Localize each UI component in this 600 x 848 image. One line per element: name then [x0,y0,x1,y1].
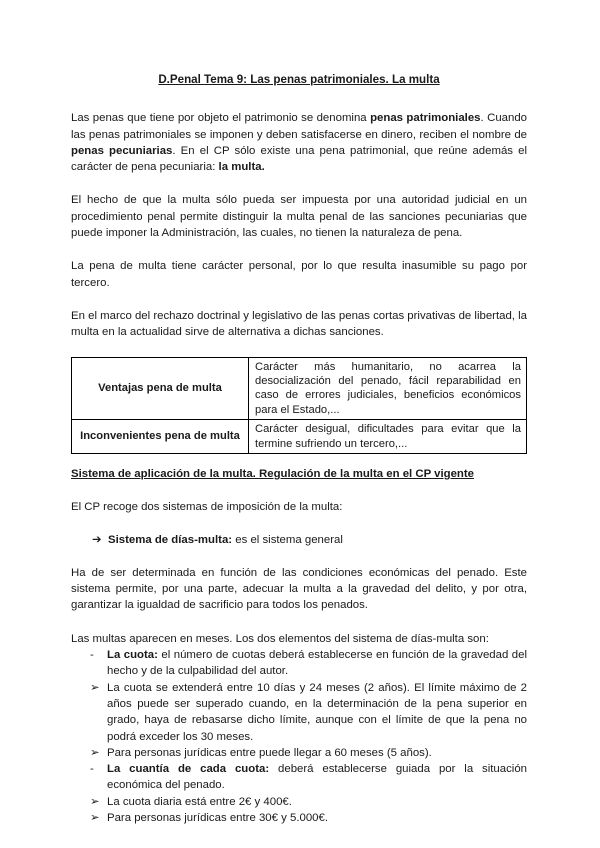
arrow-icon: ➔ [92,533,102,546]
cuantia-sub-text: La cuota diaria está entre 2€ y 400€. [107,795,292,808]
arrow-list-item [71,532,527,548]
list-item [71,745,527,761]
paragraph-determinacion: Ha de ser determinada en función de las condiciones económicas del penado. Este sistema permite, por una parte, adecuar la multa a la gravedad del delito, y por otra, garantizar la igualdad de sacrificio para todos los penados. [71,566,527,612]
paragraph-elementos: Las multas aparecen en meses. Los dos elementos del sistema de días-multa son: [71,632,489,645]
cuota-label: La cuota: [107,649,158,662]
cuota-sub-text: La cuota se extenderá entre 10 días y 24 meses (2 años). El límite máximo de 2 años puede ser superado cuando, en la determinación de la pena superior en grado, haya de rebasarse dicho límite, aunque con el límite de que la pena no podrá exceder los 30 meses. [107,681,527,743]
list-item [71,680,527,745]
list-item [71,647,527,680]
table-row [72,420,527,454]
list-item [71,794,527,810]
cuota-text: el número de cuotas deberá establecerse en función de la gravedad del hecho y de la culpabilidad del autor. [107,649,527,678]
cuantia-text: deberá establecerse guiada por la situación económica del penado. [107,763,527,792]
triangle-bullet-icon: ➢ [90,812,100,825]
document-page [71,60,527,826]
triangle-bullet-icon: ➢ [90,795,100,808]
intro-text-a: Las penas que tiene por objeto el patrimonio se denomina [71,112,371,125]
table-key-cell: Ventajas pena de multa [72,357,249,420]
list-item [71,810,527,826]
paragraph-alternativa: En el marco del rechazo doctrinal y legislativo de las penas cortas privativas de libertad, la multa en la actualidad sirve de alternativa a dichas sanciones. [71,309,527,339]
table-row [72,357,527,420]
intro-text-e: . En el CP sólo existe una pena patrimonial, que reúne además el carácter de pena pecuniaria: [71,144,527,174]
ventajas-inconvenientes-table [71,357,527,454]
paragraph-intro [71,110,527,175]
paragraph-caracter-personal: La pena de multa tiene carácter personal, por lo que resulta inasumible su pago por tercero. [71,260,527,289]
list-item [71,761,527,794]
arrow-item-text: es el sistema general [232,533,343,546]
document-title: D.Penal Tema 9: Las penas patrimoniales. La multa [158,73,440,86]
cuantia-label: La cuantía de cada cuota: [107,763,270,776]
triangle-bullet-icon: ➢ [90,746,100,759]
cuota-list [71,647,527,761]
table-key-cell: Inconvenientes pena de multa [72,420,249,454]
section-heading: Sistema de aplicación de la multa. Regulación de la multa en el CP vigente [71,468,475,480]
intro-text-c: . Cuando las penas patrimoniales se imponen y deben satisfacerse en dinero, reciben el nombre de [71,112,528,141]
dash-bullet-icon: - [90,649,94,662]
cuota-sub-text: Para personas jurídicas entre puede llegar a 60 meses (5 años). [107,746,432,759]
term-la-multa: la multa. [218,161,265,174]
dash-bullet-icon: - [90,763,94,776]
paragraph-autoridad-judicial: El hecho de que la multa sólo pueda ser impuesta por una autoridad judicial en un procedimiento penal permite distinguir la multa penal de las sanciones pecuniarias que puede imponer la Administración, las cuales, no tienen la naturaleza de pena. [71,194,527,240]
table-value-cell: Carácter desigual, dificultades para evitar que la termine sufriendo un tercero,... [249,420,527,454]
paragraph-dos-sistemas: El CP recoge dos sistemas de imposición de la multa: [71,501,343,514]
cuantia-sub-text: Para personas jurídicas entre 30€ y 5.000€. [107,812,328,825]
table-value-cell: Carácter más humanitario, no acarrea la desocialización del penado, fácil reparabilidad en caso de errores judiciales, beneficios económicos para el Estado,... [249,357,527,420]
cuantia-list [71,761,527,826]
term-penas-pecuniarias: penas pecuniarias [71,144,173,157]
triangle-bullet-icon: ➢ [90,681,100,694]
term-penas-patrimoniales: penas patrimoniales [370,112,481,125]
arrow-item-label: Sistema de días-multa: [108,533,233,546]
